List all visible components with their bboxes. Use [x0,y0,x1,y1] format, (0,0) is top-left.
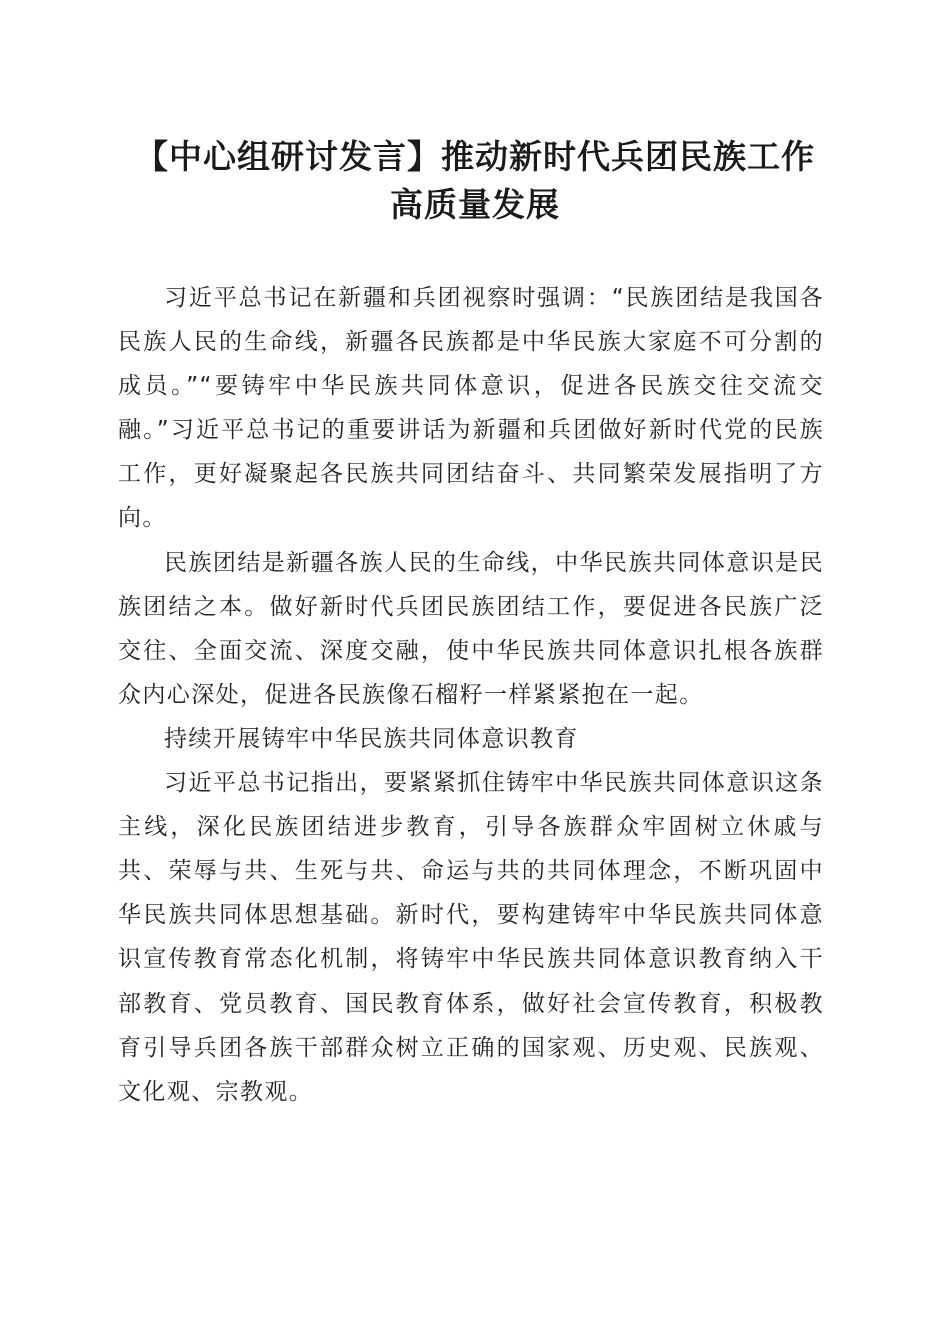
paragraph-2: 民族团结是新疆各族人民的生命线，中华民族共同体意识是民族团结之本。做好新时代兵团民族团结工作，要促进各民族广泛交往、全面交流、深度交融，使中华民族共同体意识扎根各族群众内心深处，促进各民族像石榴籽一样紧紧抱在一起。 [118,549,824,708]
paragraph-1: 习近平总书记在新疆和兵团视察时强调：“民族团结是我国各民族人民的生命线，新疆各民族都是中华民族大家庭不可分割的成员。”“要铸牢中华民族共同体意识，促进各民族交往交流交融。”习近平总书记的重要讲话为新疆和兵团做好新时代党的民族工作，更好凝聚起各民族共同团结奋斗、共同繁荣发展指明了方向。 [118,285,824,532]
title-line-2: 高质量发展 [390,185,560,224]
title-line-1: 【中心组研讨发言】推动新时代兵团民族工作 [135,137,815,176]
paragraph-3: 习近平总书记指出，要紧紧抓住铸牢中华民族共同体意识这条主线，深化民族团结进步教育，引导各族群众牢固树立休戚与共、荣辱与共、生死与共、命运与共的共同体理念，不断巩固中华民族共同体思想基础。新时代，要构建铸牢中华民族共同体意识宣传教育常态化机制，将铸牢中华民族共同体意识教育纳入干部教育、党员教育、国民教育体系，做好社会宣传教育，积极教育引导兵团各族干部群众树立正确的国家观、历史观、民族观、文化观、宗教观。 [118,770,824,1105]
document-title [100,133,850,229]
document-body [118,276,824,1114]
section-heading: 持续开展铸牢中华民族共同体意识教育 [164,725,579,752]
